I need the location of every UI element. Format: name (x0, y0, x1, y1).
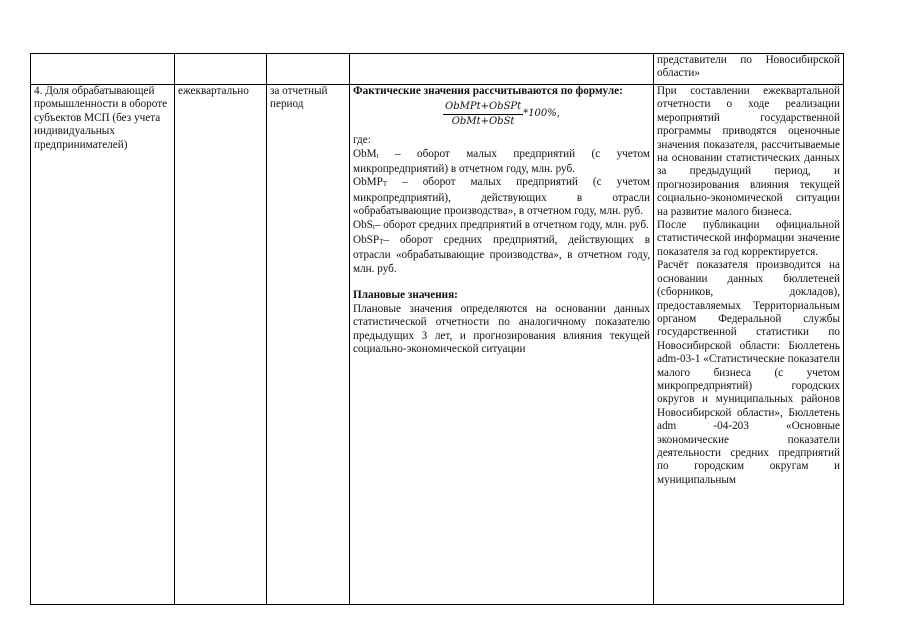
indicator-name-cell (31, 85, 175, 605)
table-cell (350, 54, 654, 85)
where-label: где: (353, 134, 371, 147)
definition-1: ObM$_t$ – оборот малых предприятий (с учетом микропредприятий) в отчетном году, млн. руб. (353, 147, 650, 176)
plan-text: Плановые значения определяются на основании данных статистической отчетности по аналогичному показателю предыдущих 3 лет, и прогнозирования влияния текущей социально-экономической ситуации (353, 302, 650, 355)
formula-suffix: *100%, (523, 108, 560, 120)
frequency-cell (175, 85, 267, 605)
definition-3: ObS$_t$– оборот средних предприятий в отчетном году, млн. руб. (353, 218, 649, 231)
source-paragraph-2: После публикации официальной статистической информации значение показателя за год корректируется. (657, 219, 840, 258)
plan-heading: Плановые значения: (353, 289, 458, 302)
table-cell (267, 54, 350, 85)
table-cell (31, 54, 175, 85)
formula-denominator: ObMt+ObSt (451, 115, 515, 127)
indicator-table (30, 53, 844, 605)
definition-2: ObMP$_T$ – оборот малых предприятий (с учетом микропредприятий), действующих в отрасли «обрабатывающие производства», в отчетном году, млн. руб. (353, 176, 650, 218)
definition-4: ObSP$_T$– оборот средних предприятий, действующих в отрасли «обрабатывающие производства», в отчетном году, млн. руб. (353, 234, 650, 275)
table-cell (175, 54, 267, 85)
period-text: за отчетный период (270, 85, 328, 111)
formula (353, 100, 650, 128)
source-continuation-cell (654, 54, 844, 85)
frequency-text: ежеквартально (178, 85, 249, 97)
formula-fraction (443, 100, 523, 128)
indicator-name: 4. Доля обрабатывающей промышленности в обороте субъектов МСП (без учета индивидуальных предпринимателей) (34, 85, 168, 151)
method-heading: Фактические значения рассчитываются по формуле: (353, 85, 623, 97)
table-row (31, 54, 844, 85)
period-cell (267, 85, 350, 605)
formula-numerator: ObMPt+ObSPt (443, 100, 523, 114)
table-row (31, 85, 844, 605)
method-cell (350, 85, 654, 605)
source-paragraph-3: Расчёт показателя производится на основании данных бюллетеней (сборников, докладов), предоставляемых Территориальным органом Федеральной службы государственной статистики по Новосибирской области: Бюллетень adm-03-1 «Статистические показатели малого бизнеса (с учетом микропредприятий) городских округов и муниципальных районов Новосибирской области», Бюллетень adm -04-203 «Основные экономические показатели деятельности средних предприятий по городским округам и муниципальным (657, 259, 840, 486)
source-cell (654, 85, 844, 605)
source-continuation-text: представители по Новосибирской области» (657, 54, 840, 80)
source-paragraph-1: При составлении ежеквартальной отчетности о ходе реализации мероприятий государственной программы приводятся оценочные значения показателя, рассчитываемые на основании статистических данных за предыдущий период, и прогнозирования влияния текущей социально-экономической ситуации на развитие малого бизнеса. (657, 85, 840, 218)
